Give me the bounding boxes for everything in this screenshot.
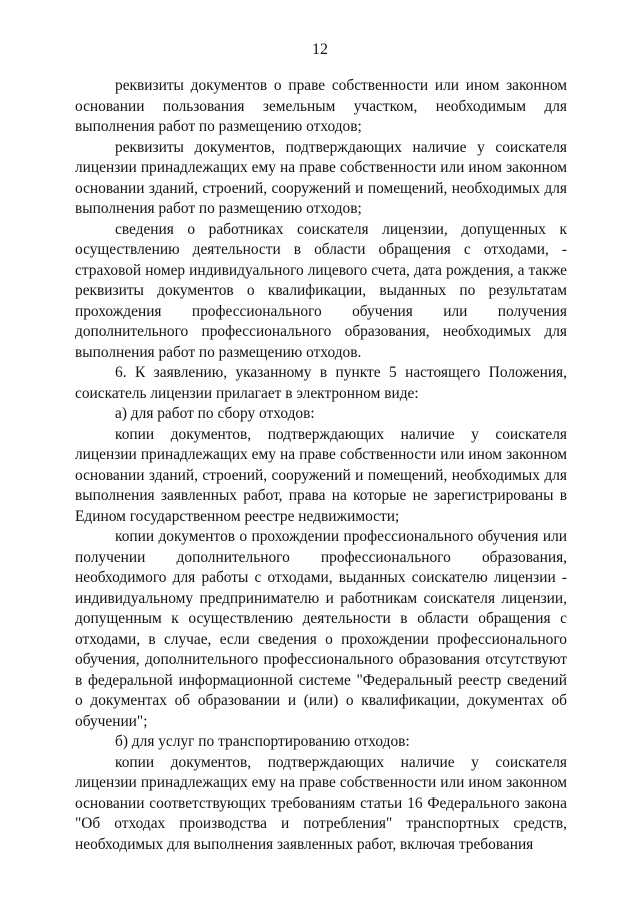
document-body [75, 76, 567, 855]
paragraph-land-documents: реквизиты документов о праве собственности или ином законном основании пользования земельным участком, необходимым для выполнения работ по размещению отходов; [75, 77, 567, 135]
page-number: 12 [312, 41, 328, 58]
paragraph-building-documents: реквизиты документов, подтверждающих наличие у соискателя лицензии принадлежащих ему на праве собственности или ином законном основании зданий, строений, сооружений и помещений, необходимых для выполнения работ по размещению отходов; [75, 138, 567, 217]
paragraph-vehicle-copies: копии документов, подтверждающих наличие у соискателя лицензии принадлежащих ему на праве собственности или ином законном основании соответствующих требованиям статьи 16 Федерального закона "Об отходах производства и потребления" транспортных средств, необходимых для выполнения заявленных работ, включая требования [75, 753, 567, 853]
paragraph-section-6: 6. К заявлению, указанному в пункте 5 настоящего Положения, соискатель лицензии прилагает в электронном виде: [75, 364, 567, 402]
paragraph-training-copies: копии документов о прохождении профессионального обучения или получении дополнительного профессионального образования, необходимого для работы с отходами, выданных соискателю лицензии - индивидуальному предпринимателю и работникам соискателя лицензии, допущенным к осуществлению деятельности в области обращения с отходами, в случае, если сведения о прохождении профессионального обучения, дополнительного профессионального образования отсутствуют в федеральной информационной системе "Федеральный реестр сведений о документах об образовании и (или) о квалификации, документах об обучении"; [75, 528, 567, 730]
paragraph-building-copies: копии документов, подтверждающих наличие у соискателя лицензии принадлежащих ему на праве собственности или ином законном основании зданий, строений, сооружений и помещений, необходимых для выполнения заявленных работ, права на которые не зарегистрированы в Едином государственном реестре недвижимости; [75, 425, 567, 525]
paragraph-employee-info: сведения о работниках соискателя лицензии, допущенных к осуществлению деятельности в области обращения с отходами, - страховой номер индивидуального лицевого счета, дата рождения, а также реквизиты документов о квалификации, выданных по результатам прохождения профессионального обучения или получения дополнительного профессионального образования, необходимых для выполнения работ по размещению отходов. [75, 220, 567, 361]
paragraph-item-a: а) для работ по сбору отходов: [115, 405, 315, 422]
paragraph-item-b: б) для услуг по транспортированию отходов: [115, 733, 410, 750]
